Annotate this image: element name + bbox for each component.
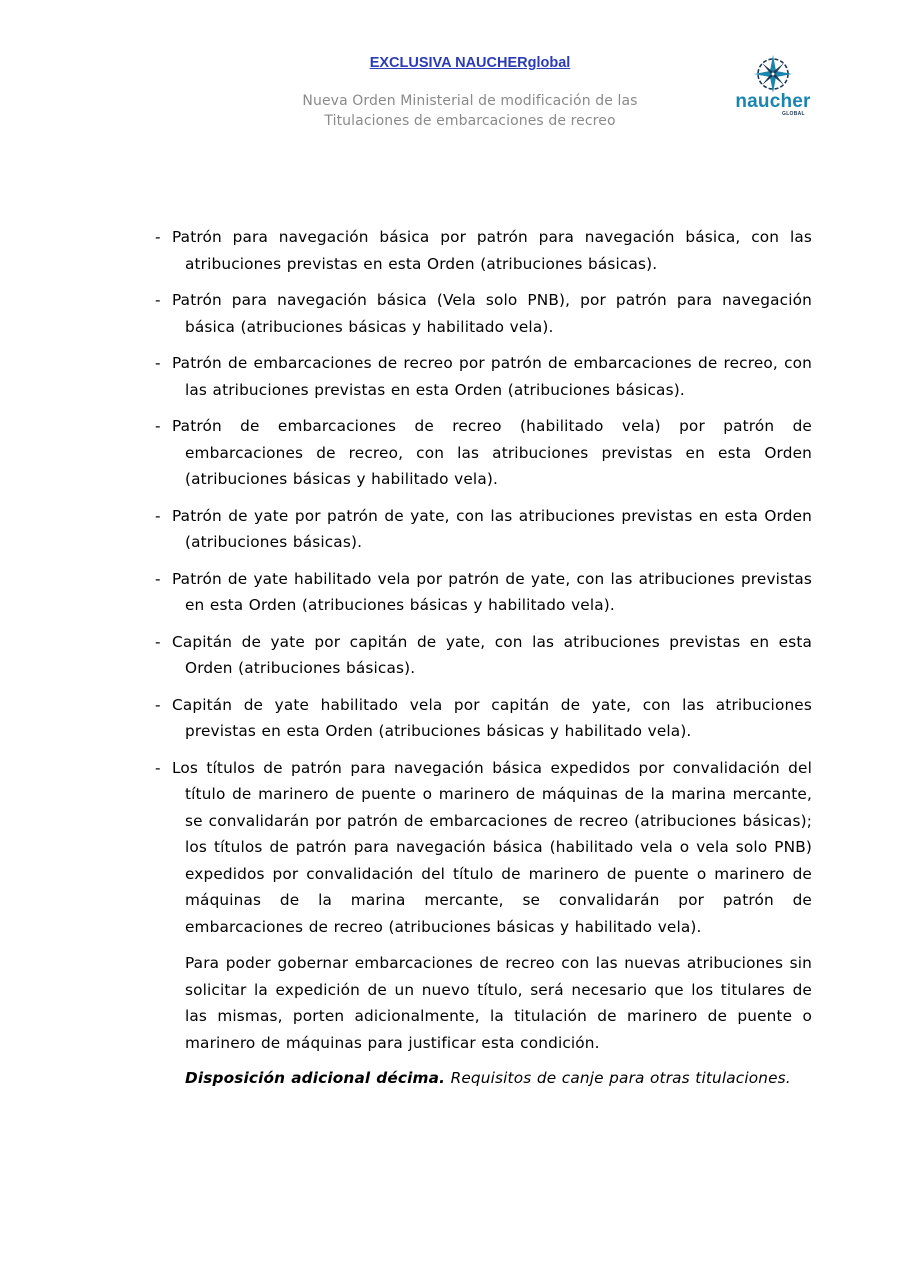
list-item <box>155 755 812 941</box>
compass-rose-icon <box>728 54 818 92</box>
list-item <box>155 413 812 493</box>
list-marker: - <box>155 569 161 588</box>
list-item-text: Patrón de embarcaciones de recreo por patrón de embarcaciones de recreo, con las atribuciones previstas en esta Orden (atribuciones básicas). <box>172 354 812 399</box>
list-marker: - <box>155 228 161 246</box>
list-marker: - <box>155 695 161 714</box>
list-item-text: Patrón de embarcaciones de recreo (habilitado vela) por patrón de embarcaciones de recreo, con las atribuciones previstas en esta Orden (atribuciones básicas y habilitado vela). <box>172 417 812 488</box>
list-item-text: Patrón de yate habilitado vela por patrón de yate, con las atribuciones previstas en esta Orden (atribuciones básicas y habilitado vela). <box>172 569 812 614</box>
logo-subtext: GLOBAL <box>782 111 805 117</box>
disposicion-heading-line <box>155 1065 812 1092</box>
list-item <box>155 566 812 619</box>
list-item <box>155 692 812 745</box>
list-marker: - <box>155 291 161 309</box>
body-paragraph: Para poder gobernar embarcaciones de recreo con las nuevas atribuciones sin solicitar la expedición de un nuevo título, será necesario que los titulares de las mismas, porten adicionalmente, la titulación de marinero de puente o marinero de máquinas para justificar esta condición. <box>185 954 812 1052</box>
list-item <box>155 503 812 556</box>
list-item-text: Patrón para navegación básica por patrón para navegación básica, con las atribuciones previstas en esta Orden (atribuciones básicas). <box>172 228 812 273</box>
list-marker: - <box>155 354 161 372</box>
list-marker: - <box>155 758 161 777</box>
list-item-text: Capitán de yate por capitán de yate, con las atribuciones previstas en esta Orden (atribuciones básicas). <box>172 632 812 677</box>
page-header <box>0 0 905 150</box>
naucher-logo <box>728 54 818 122</box>
list-item <box>155 629 812 682</box>
list-item-text: Patrón de yate por patrón de yate, con las atribuciones previstas en esta Orden (atribuciones básicas). <box>172 506 812 551</box>
disposicion-heading: Disposición adicional décima. <box>185 1069 446 1087</box>
subtitle-line-1: Nueva Orden Ministerial de modificación de las <box>302 93 638 109</box>
document-body <box>155 224 812 1092</box>
list-marker: - <box>155 417 161 435</box>
disposicion-text: Requisitos de canje para otras titulaciones. <box>450 1069 791 1087</box>
list-item <box>155 287 812 340</box>
subtitle-line-2: Titulaciones de embarcaciones de recreo <box>324 112 616 129</box>
list-marker: - <box>155 632 161 651</box>
list-item <box>155 224 812 277</box>
list-item-text: Los títulos de patrón para navegación básica expedidos por convalidación del título de marinero de puente o marinero de máquinas de la marina mercante, se convalidarán por patrón de embarcaciones de recreo (atribuciones básicas); los títulos de patrón para navegación básica (habilitado vela o vela solo PNB) expedidos por convalidación del título de marinero de puente o marinero de máquinas de la marina mercante, se convalidarán por patrón de embarcaciones de recreo (atribuciones básicas y habilitado vela). <box>172 758 812 936</box>
list-item-text: Capitán de yate habilitado vela por capitán de yate, con las atribuciones previstas en esta Orden (atribuciones básicas y habilitado vela). <box>172 695 812 740</box>
document-subtitle <box>260 92 680 131</box>
logo-wordmark: naucher <box>735 91 811 112</box>
list-item <box>155 350 812 403</box>
exclusive-link[interactable]: EXCLUSIVA NAUCHERglobal <box>369 55 571 71</box>
list-marker: - <box>155 506 161 525</box>
list-item-text: Patrón para navegación básica (Vela solo PNB), por patrón para navegación básica (atribuciones básicas y habilitado vela). <box>172 291 812 336</box>
